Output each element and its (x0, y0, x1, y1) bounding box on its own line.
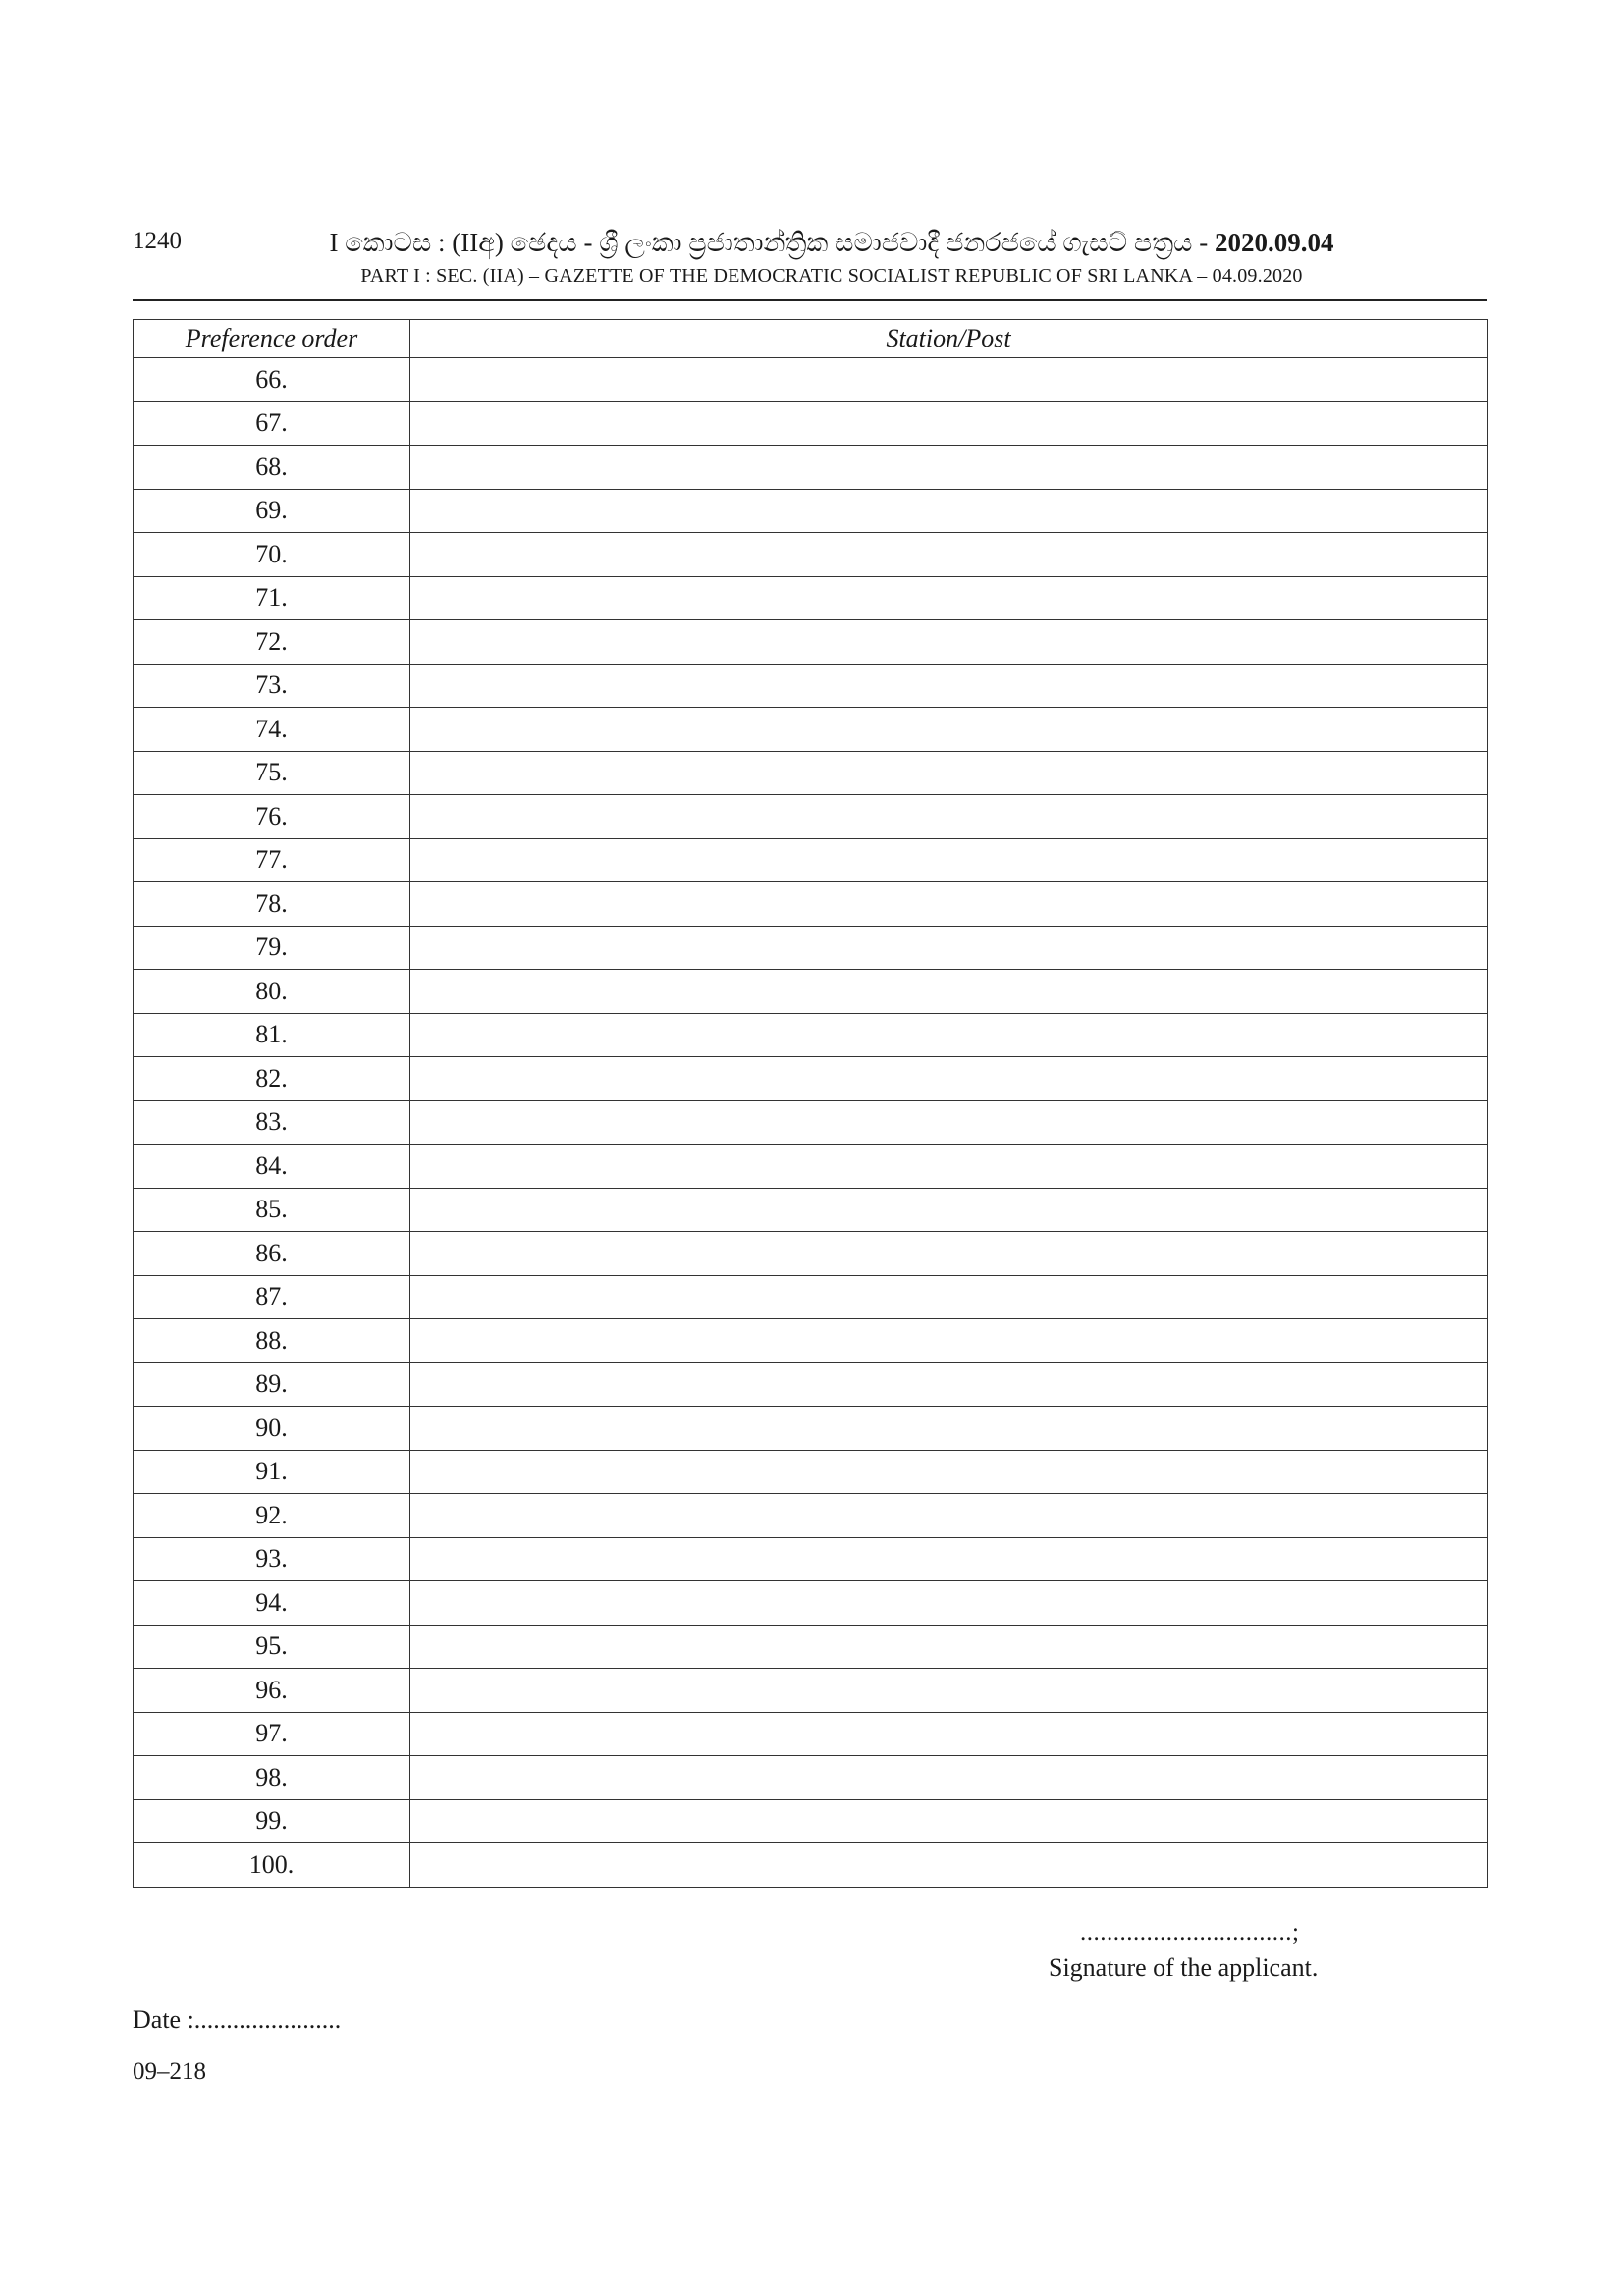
reference-code: 09–218 (133, 2058, 206, 2085)
table-row (134, 1362, 1488, 1407)
station-post-cell[interactable] (410, 882, 1488, 927)
table-row (134, 1450, 1488, 1494)
preference-order-cell: 74. (134, 708, 410, 752)
table-row (134, 1712, 1488, 1756)
table-row (134, 576, 1488, 620)
preference-order-cell: 94. (134, 1581, 410, 1626)
table-body (134, 358, 1488, 1888)
preference-order-cell: 81. (134, 1013, 410, 1057)
preference-order-cell: 75. (134, 751, 410, 795)
station-post-cell[interactable] (410, 576, 1488, 620)
column-header-preference-order: Preference order (134, 320, 410, 358)
header-english-title: PART I : SEC. (IIA) – GAZETTE OF THE DEMOCRATIC SOCIALIST REPUBLIC OF SRI LANKA – 04.09.2020 (360, 265, 1303, 287)
preference-order-cell: 95. (134, 1625, 410, 1669)
station-post-cell[interactable] (410, 1275, 1488, 1319)
station-post-cell[interactable] (410, 358, 1488, 402)
page-number: 1240 (133, 228, 182, 254)
station-post-cell[interactable] (410, 795, 1488, 839)
preference-order-cell: 73. (134, 664, 410, 708)
table-row (134, 1494, 1488, 1538)
preference-order-cell: 91. (134, 1450, 410, 1494)
table-row (134, 1407, 1488, 1451)
table-row (134, 1057, 1488, 1101)
table-row (134, 1145, 1488, 1189)
preference-order-cell: 99. (134, 1799, 410, 1843)
header-sinhala-text: I කොටස : (IIඅ) ඡෙදය - ශ්‍රී ලංකා ප්‍රජාතාන්ත්‍රික සමාජවාදී ජනරජයේ ගැසට් පත්‍රය - (329, 228, 1215, 257)
station-post-cell[interactable] (410, 1756, 1488, 1800)
station-post-cell[interactable] (410, 1625, 1488, 1669)
table-row (134, 1756, 1488, 1800)
station-post-cell[interactable] (410, 838, 1488, 882)
preference-order-cell: 68. (134, 446, 410, 490)
station-post-cell[interactable] (410, 1188, 1488, 1232)
preference-order-cell: 100. (134, 1843, 410, 1888)
preference-order-cell: 78. (134, 882, 410, 927)
table-row (134, 489, 1488, 533)
station-post-cell[interactable] (410, 620, 1488, 665)
preference-order-cell: 93. (134, 1537, 410, 1581)
station-post-cell[interactable] (410, 1581, 1488, 1626)
header-sinhala-date: 2020.09.04 (1214, 228, 1334, 257)
table-row (134, 708, 1488, 752)
table-row (134, 1537, 1488, 1581)
station-post-cell[interactable] (410, 1057, 1488, 1101)
station-post-cell[interactable] (410, 1799, 1488, 1843)
table-row (134, 838, 1488, 882)
station-post-cell[interactable] (410, 1100, 1488, 1145)
table-row (134, 401, 1488, 446)
station-post-cell[interactable] (410, 1450, 1488, 1494)
table-header-row (134, 320, 1488, 358)
column-header-station-post: Station/Post (410, 320, 1488, 358)
station-post-cell[interactable] (410, 1145, 1488, 1189)
station-post-cell[interactable] (410, 970, 1488, 1014)
preference-order-cell: 98. (134, 1756, 410, 1800)
table-row (134, 533, 1488, 577)
preference-order-cell: 97. (134, 1712, 410, 1756)
preference-order-cell: 70. (134, 533, 410, 577)
table-row (134, 751, 1488, 795)
signature-line: ................................; (1080, 1919, 1300, 1946)
preference-order-cell: 84. (134, 1145, 410, 1189)
station-post-cell[interactable] (410, 1013, 1488, 1057)
station-post-cell[interactable] (410, 1319, 1488, 1363)
table-row (134, 1799, 1488, 1843)
header-sinhala-title (0, 228, 1624, 259)
station-post-cell[interactable] (410, 664, 1488, 708)
table-row (134, 664, 1488, 708)
preference-order-cell: 96. (134, 1669, 410, 1713)
table-row (134, 620, 1488, 665)
station-post-cell[interactable] (410, 446, 1488, 490)
station-post-cell[interactable] (410, 751, 1488, 795)
table-row (134, 1625, 1488, 1669)
table-row (134, 358, 1488, 402)
table-row (134, 1013, 1488, 1057)
station-post-cell[interactable] (410, 1712, 1488, 1756)
preference-order-cell: 90. (134, 1407, 410, 1451)
signature-label: Signature of the applicant. (1049, 1953, 1319, 1982)
table-row (134, 1232, 1488, 1276)
preference-order-cell: 88. (134, 1319, 410, 1363)
preference-order-cell: 66. (134, 358, 410, 402)
table-row (134, 446, 1488, 490)
station-post-cell[interactable] (410, 1843, 1488, 1888)
preference-order-cell: 76. (134, 795, 410, 839)
preference-order-cell: 69. (134, 489, 410, 533)
table-row (134, 1275, 1488, 1319)
preference-order-cell: 77. (134, 838, 410, 882)
preference-table (133, 319, 1488, 1888)
preference-order-cell: 72. (134, 620, 410, 665)
preference-order-cell: 79. (134, 926, 410, 970)
table-row (134, 1100, 1488, 1145)
preference-order-cell: 92. (134, 1494, 410, 1538)
table-row (134, 1319, 1488, 1363)
table-row (134, 970, 1488, 1014)
station-post-cell[interactable] (410, 1537, 1488, 1581)
station-post-cell[interactable] (410, 1362, 1488, 1407)
station-post-cell[interactable] (410, 926, 1488, 970)
preference-order-cell: 80. (134, 970, 410, 1014)
station-post-cell[interactable] (410, 533, 1488, 577)
preference-order-cell: 67. (134, 401, 410, 446)
station-post-cell[interactable] (410, 1232, 1488, 1276)
station-post-cell[interactable] (410, 1407, 1488, 1451)
station-post-cell[interactable] (410, 708, 1488, 752)
date-field: Date :....................... (133, 2005, 342, 2034)
table-row (134, 1188, 1488, 1232)
table-row (134, 882, 1488, 927)
station-post-cell[interactable] (410, 489, 1488, 533)
preference-order-cell: 83. (134, 1100, 410, 1145)
preference-order-cell: 71. (134, 576, 410, 620)
preference-order-cell: 89. (134, 1362, 410, 1407)
station-post-cell[interactable] (410, 401, 1488, 446)
table-row (134, 1669, 1488, 1713)
station-post-cell[interactable] (410, 1494, 1488, 1538)
preference-order-cell: 87. (134, 1275, 410, 1319)
preference-order-cell: 85. (134, 1188, 410, 1232)
table-row (134, 795, 1488, 839)
preference-order-cell: 82. (134, 1057, 410, 1101)
station-post-cell[interactable] (410, 1669, 1488, 1713)
table-row (134, 1581, 1488, 1626)
header-divider (133, 299, 1487, 301)
preference-order-cell: 86. (134, 1232, 410, 1276)
table-row (134, 1843, 1488, 1888)
table-row (134, 926, 1488, 970)
